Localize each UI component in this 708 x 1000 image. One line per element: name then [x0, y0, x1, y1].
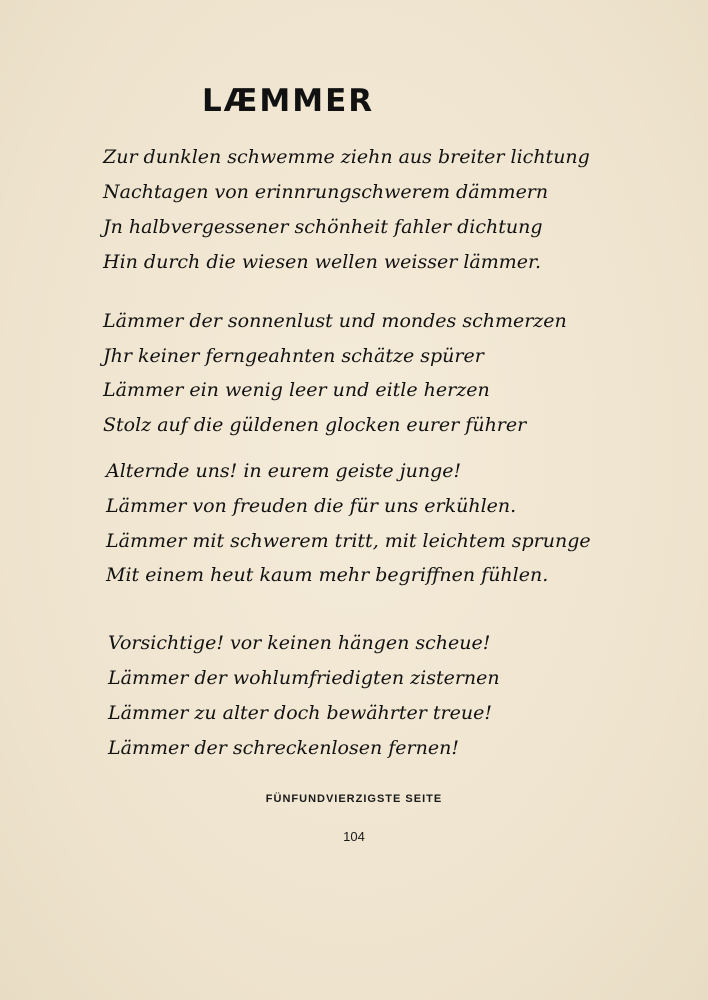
poem-line: Lämmer der schreckenlosen fernen!: [108, 737, 459, 759]
footer-label: FÜNFUNDVIERZIGSTE SEITE: [265, 793, 443, 805]
poem-line: Lämmer der wohlumfriedigten zisternen: [108, 667, 500, 689]
poem-line: Lämmer zu alter doch bewährter treue!: [108, 702, 492, 724]
poem-line: Lämmer von freuden die für uns erkühlen.: [106, 495, 517, 517]
poem-line: Stolz auf die güldenen glocken eurer führer: [103, 414, 527, 436]
poem-line: Jn halbvergessener schönheit fahler dichtung: [103, 216, 543, 238]
poem-line: Hin durch die wiesen wellen weisser lämmer.: [103, 251, 542, 273]
poem-line: Vorsichtige! vor keinen hängen scheue!: [108, 632, 491, 654]
poem-line: Zur dunklen schwemme ziehn aus breiter lichtung: [103, 146, 590, 168]
poem-line: Mit einem heut kaum mehr begriffnen fühlen.: [106, 564, 549, 586]
poem-line: Alternde uns! in eurem geiste junge!: [106, 460, 462, 482]
poem-line: Lämmer der sonnenlust und mondes schmerzen: [103, 310, 567, 332]
poem-title: LÆMMER: [202, 83, 375, 119]
poem-line: Jhr keiner ferngeahnten schätze spürer: [103, 345, 484, 367]
page-number: 104: [343, 829, 365, 844]
poem-line: Lämmer mit schwerem tritt, mit leichtem sprunge: [106, 530, 591, 552]
poem-line: Nachtagen von erinnrungschwerem dämmern: [103, 181, 549, 203]
poem-line: Lämmer ein wenig leer und eitle herzen: [103, 379, 490, 401]
